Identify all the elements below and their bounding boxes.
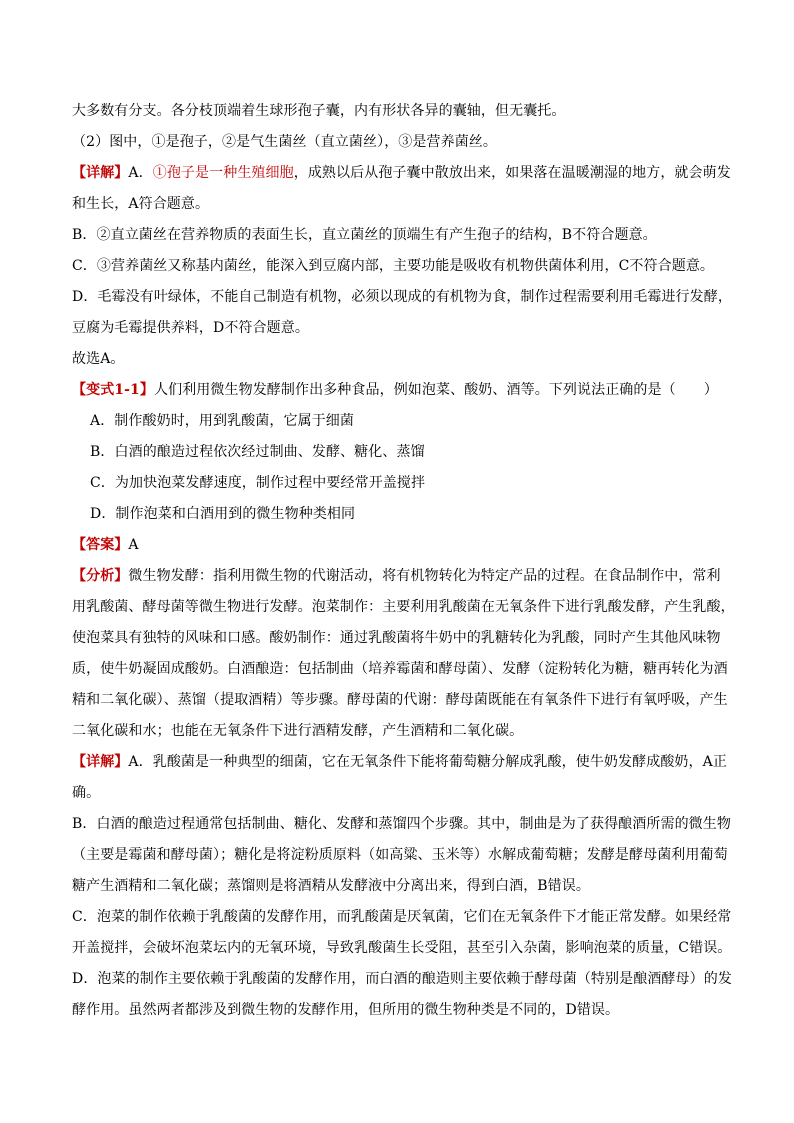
analysis-line: 二氧化碳和水；也能在无氧条件下进行酒精发酵，产生酒精和二氧化碳。 (72, 723, 524, 739)
detail2-a-line-2: 确。 (72, 785, 101, 801)
detail2-b-line: B．白酒的酿造过程通常包括制曲、糖化、发酵和蒸馏四个步骤。其中，制曲是为了获得酿酒所需的微生物 (72, 816, 731, 832)
option-a: A．制作酸奶时，用到乳酸菌，它属于细菌 (90, 413, 355, 429)
detail2-d-line: D．泡菜的制作主要依赖于乳酸菌的发酵作用，而白酒的酿造则主要依赖于酵母菌（特别是酿酒酵母）的发 (72, 971, 732, 987)
analysis-tag: 【分析】 (72, 568, 129, 584)
paragraph-line: 大多数有分支。各分枝顶端着生球形孢子囊，内有形状各异的囊轴，但无囊托。 (72, 103, 566, 119)
variant-tag: 【变式1-1】 (72, 382, 154, 398)
paragraph-line: （2）图中，①是孢子，②是气生菌丝（直立菌丝），③是营养菌丝。 (72, 134, 498, 150)
detail2-d-line-2: 酵作用。虽然两者都涉及到微生物的发酵作用，但所用的微生物种类是不同的，D错误。 (72, 1002, 620, 1018)
analysis-line: 用乳酸菌、酵母菌等微生物进行发酵。泡菜制作：主要利用乳酸菌在无氧条件下进行乳酸发酵，产生乳酸， (72, 599, 735, 615)
answer-value: A (128, 537, 139, 553)
detail-a-line (72, 158, 731, 189)
detail-b-line: B．②直立菌丝在营养物质的表面生长，直立菌丝的顶端生有产生孢子的结构，B不符合题意。 (72, 227, 657, 243)
detail2-c-line-2: 开盖搅拌，会破坏泡菜坛内的无氧环境，导致乳酸菌生长受阻，甚至引入杂菌，影响泡菜的质量，C错误。 (72, 940, 732, 956)
detail-a-line-2: 和生长，A符合题意。 (72, 196, 210, 212)
answer-tag: 【答案】 (72, 537, 129, 553)
detail-d-line-2: 豆腐为毛霉提供养料，D不符合题意。 (72, 320, 309, 336)
detail-text: A．乳酸菌是一种典型的细菌，它在无氧条件下能将葡萄糖分解成乳酸，使牛奶发酵成酸奶，A正 (128, 754, 727, 770)
detail-text: ，成熟以后从孢子囊中散放出来，如果落在温暖潮湿的地方，就会萌发 (293, 165, 731, 181)
detail-d-line: D．毛霉没有叶绿体，不能自己制造有机物，必须以现成的有机物为食，制作过程需要利用毛霉进行发酵， (72, 289, 732, 305)
question-text: 人们利用微生物发酵制作出多种食品，例如泡菜、酸奶、酒等。下列说法正确的是（ ） (154, 382, 718, 398)
detail2-c-line: C．泡菜的制作依赖于乳酸菌的发酵作用，而乳酸菌是厌氧菌，它们在无氧条件下才能正常发酵。如果经常 (72, 909, 732, 925)
answer-line (72, 530, 726, 561)
option-d: D．制作泡菜和白酒用到的微生物种类相同 (90, 506, 356, 522)
analysis-text: 微生物发酵：指利用微生物的代谢活动，将有机物转化为特定产品的过程。在食品制作中，常利 (128, 568, 721, 584)
question-stem (72, 375, 726, 406)
conclusion: 故选A。 (72, 351, 125, 367)
option-c: C．为加快泡菜发酵速度，制作过程中要经常开盖搅拌 (90, 475, 426, 491)
analysis-line (72, 561, 726, 592)
detail2-b-line-3: 糖产生酒精和二氧化碳；蒸馏则是将酒精从发酵液中分离出来，得到白酒，B错误。 (72, 878, 590, 894)
option-prefix: A． (128, 165, 153, 181)
detail2-b-line-2: （主要是霉菌和酵母菌）；糖化是将淀粉质原料（如高粱、玉米等）水解成葡萄糖；发酵是酵母菌利用葡萄 (72, 847, 728, 863)
highlighted-text: ①孢子是一种生殖细胞 (152, 165, 294, 181)
analysis-line: 精和二氧化碳）、蒸馏（提取酒精）等步骤。酵母菌的代谢：酵母菌既能在有氧条件下进行有氧呼吸，产生 (72, 692, 728, 708)
detail-tag: 【详解】 (72, 754, 129, 770)
detail-c-line: C．③营养菌丝又称基内菌丝，能深入到豆腐内部，主要功能是吸收有机物供菌体利用，C不符合题意。 (72, 258, 715, 274)
analysis-line: 使泡菜具有独特的风味和口感。酸奶制作：通过乳酸菌将牛奶中的乳糖转化为乳酸，同时产生其他风味物 (72, 630, 721, 646)
detail2-a-line (72, 747, 726, 778)
detail-tag: 【详解】 (72, 165, 129, 181)
analysis-line: 质，使牛奶凝固成酸奶。白酒酿造：包括制曲（培养霉菌和酵母菌）、发酵（淀粉转化为糖，糖再转化为酒 (72, 661, 728, 677)
document-page (72, 96, 735, 1026)
option-b: B．白酒的酿造过程依次经过制曲、发酵、糖化、蒸馏 (90, 444, 425, 460)
